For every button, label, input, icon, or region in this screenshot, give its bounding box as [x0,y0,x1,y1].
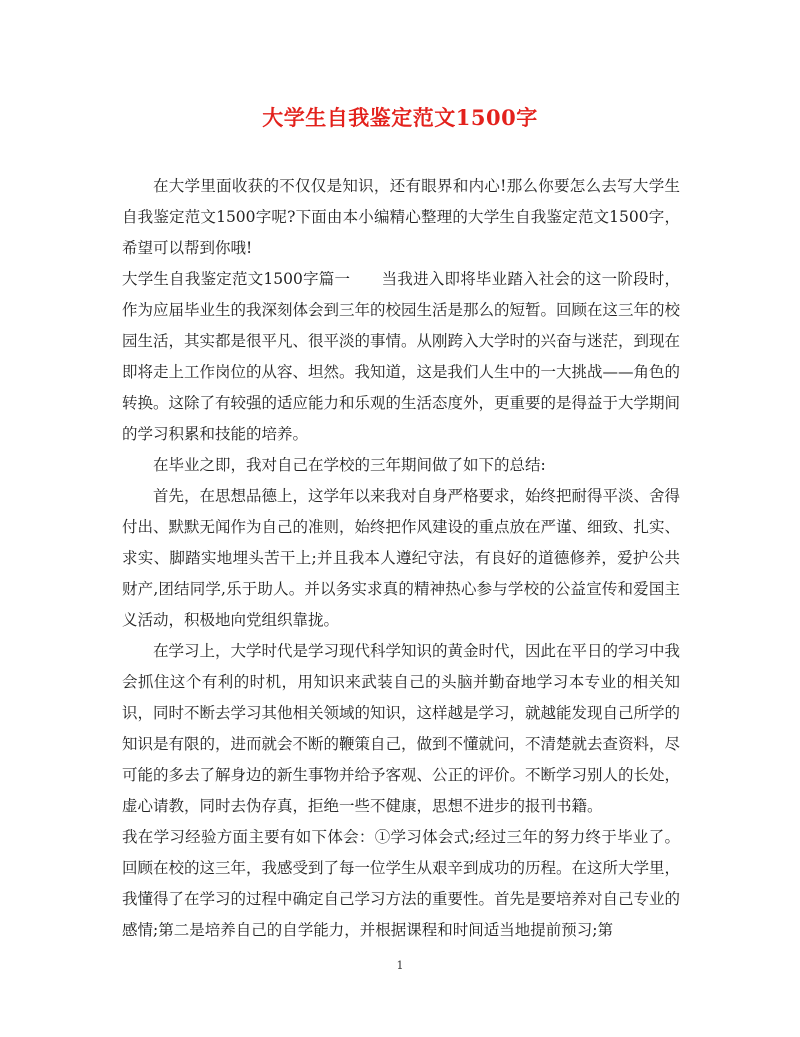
paragraph-morality: 首先，在思想品德上，这学年以来我对自身严格要求，始终把耐得平淡、舍得付出、默默无闻作为自己的准则，始终把作风建设的重点放在严谨、细致、扎实、求实、脚踏实地埋头苦干上;并且我本人遵纪守法，有良好的道德修养，爱护公共财产,团结同学,乐于助人。并以务实求真的精神热心参与学校的公益宣传和爱国主义活动，积极地向党组织靠拢。 [122,487,681,629]
page-number: 1 [396,959,404,972]
paragraph-study: 在学习上，大学时代是学习现代科学知识的黄金时代，因此在平日的学习中我会抓住这个有利的时机，用知识来武装自己的头脑并勤奋地学习本专业的相关知识，同时不断去学习其他相关领域的知识，这样越是学习，就越能发现自己所学的知识是有限的，进而就会不断的鞭策自己，做到不懂就问，不清楚就去查资料，尽可能的多去了解身边的新生事物并给予客观、公正的评价。不断学习别人的长处，虚心请教，同时去伪存真，拒绝一些不健康，思想不进步的报刊书籍。 [122,642,681,815]
paragraph-intro: 在大学里面收获的不仅仅是知识，还有眼界和内心!那么你要怎么去写大学生自我鉴定范文1500字呢?下面由本小编精心整理的大学生自我鉴定范文1500字，希望可以帮到你哦! [122,177,680,257]
paragraph-section-one: 大学生自我鉴定范文1500字篇一 当我进入即将毕业踏入社会的这一阶段时，作为应届毕业生的我深刻体会到三年的校园生活是那么的短暂。回顾在这三年的校园生活，其实都是很平凡、很平淡的事情。从刚跨入大学时的兴奋与迷茫，到现在即将走上工作岗位的从容、坦然。我知道，这是我们人生中的一大挑战——角色的转换。这除了有较强的适应能力和乐观的生活态度外，更重要的是得益于大学期间的学习积累和技能的培养。 [122,270,681,443]
document-body [122,171,680,946]
paragraph-summary-intro: 在毕业之即，我对自己在学校的三年期间做了如下的总结: [153,456,546,474]
document-title: 大学生自我鉴定范文1500字 [262,105,538,130]
paragraph-study-experience: 我在学习经验方面主要有如下体会：①学习体会式;经过三年的努力终于毕业了。回顾在校的这三年，我感受到了每一位学生从艰辛到成功的历程。在这所大学里，我懂得了在学习的过程中确定自己学习方法的重要性。首先是要培养对自己专业的感情;第二是培养自己的自学能力，并根据课程和时间适当地提前预习;第 [122,828,681,939]
